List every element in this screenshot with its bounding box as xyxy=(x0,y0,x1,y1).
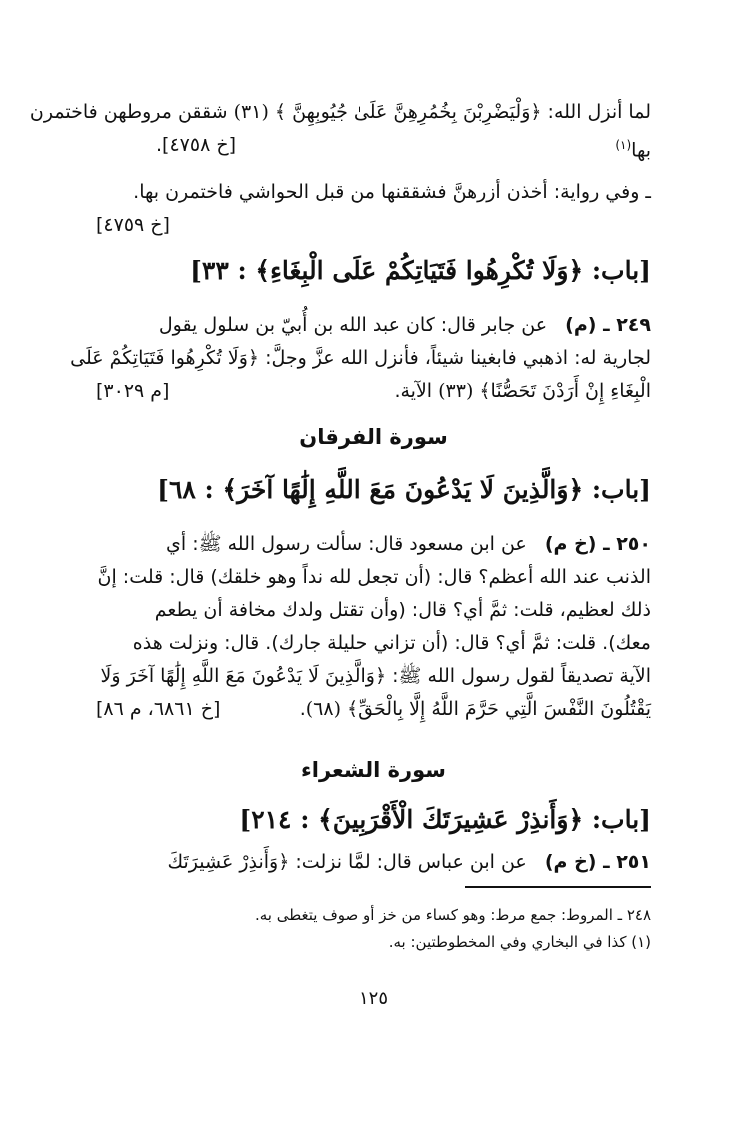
hadith-text: عن ابن مسعود قال: سألت رسول الله ﷺ: أي xyxy=(166,533,527,555)
quran-verse: ﴿وَلَا تُكْرِهُوا فَتَيَاتِكُمْ عَلَى xyxy=(70,347,260,369)
hadith-249-line-3 xyxy=(96,375,651,408)
page-number: ١٢٥ xyxy=(358,988,388,1009)
intro-text: بها xyxy=(631,139,651,162)
hadith-text: عن ابن عباس قال: لمَّا نزلت: xyxy=(289,851,527,873)
footnotes xyxy=(96,902,651,956)
hadith-reference: [خ ٤٧٥٩] xyxy=(96,214,170,236)
hadith-reference: [خ ٦٨٦١، م ٨٦] xyxy=(96,698,221,720)
quran-verse: ﴿وَلْيَضْرِبْنَ بِخُمُرِهِنَّ عَلَىٰ جُيُوبِهِنَّ ﴾ (٣١) xyxy=(233,101,542,123)
hadith-text: الآية. xyxy=(394,380,439,402)
hadith-number: ٢٤٩ ـ (م) xyxy=(565,314,651,336)
hadith-reference: [م ٣٠٢٩] xyxy=(96,380,170,402)
quran-verse: ﴿وَأَنذِرْ عَشِيرَتَكَ الْأَقْرَبِينَ﴾ xyxy=(318,805,584,834)
hadith-249-line-2 xyxy=(70,342,651,375)
surah-title-shuara: سورة الشعراء xyxy=(301,758,446,782)
hadith-249-line-1 xyxy=(96,309,651,342)
quran-verse: الْبِغَاءِ إِنْ أَرَدْنَ تَحَصُّنًا﴾ (٣٣) xyxy=(438,380,651,402)
hadith-250-line-1 xyxy=(96,528,651,561)
riwaya-text: ـ وفي رواية: أخذن أزرهنَّ فشققنها من قبل الحواشي فاختمرن بها. xyxy=(133,181,651,203)
chapter-heading-33 xyxy=(96,256,651,285)
hadith-249 xyxy=(70,309,651,408)
verse-number: : ٣٣] xyxy=(190,256,247,285)
footnote-1: (١) كذا في البخاري وفي المخطوطتين: به. xyxy=(388,933,651,951)
footnote-marker: (١) xyxy=(615,138,632,152)
hadith-250-line-6 xyxy=(96,693,651,726)
hadith-text: الآية تصديقاً لقول رسول الله ﷺ: xyxy=(386,665,651,687)
hadith-250 xyxy=(96,528,651,726)
bab-label: [باب: xyxy=(591,256,651,285)
hadith-251-line-1 xyxy=(96,846,651,879)
hadith-251 xyxy=(96,846,651,879)
quran-verse: ﴿وَالَّذِينَ لَا يَدْعُونَ مَعَ اللَّهِ إِلَٰهًا آخَرَ وَلَا xyxy=(100,665,387,687)
quran-verse: يَقْتُلُونَ النَّفْسَ الَّتِي حَرَّمَ اللَّهُ إِلَّا بِالْحَقِّ﴾ (٦٨) xyxy=(305,698,651,720)
intro-text: شققن مروطهن فاختمرن xyxy=(29,101,234,123)
hadith-number: ٢٥٠ ـ (خ م) xyxy=(544,533,651,555)
hadith-250-line-2: الذنب عند الله أعظم؟ قال: (أن تجعل لله نداً وهو خلقك) قال: قلت: إنَّ xyxy=(97,566,651,588)
hadith-reference: [خ ٤٧٥٨]. xyxy=(156,134,236,156)
intro-paragraph xyxy=(29,96,651,167)
footnote-separator xyxy=(465,886,651,888)
hadith-250-line-3: ذلك لعظيم، قلت: ثمَّ أي؟ قال: (وأن تقتل ولدك مخافة أن يطعم xyxy=(154,599,651,621)
chapter-heading-214 xyxy=(96,805,651,834)
intro-line-2 xyxy=(96,129,651,167)
chapter-heading-68 xyxy=(96,475,651,504)
hadith-250-line-4: معك). قلت: ثمَّ أي؟ قال: (أن تزاني حليلة جارك). قال: ونزلت هذه xyxy=(132,632,651,654)
riwaya-paragraph xyxy=(96,176,651,242)
footnote-248: ٢٤٨ ـ المروط: جمع مرط: وهو كساء من خز أو صوف يتغطى به. xyxy=(254,906,651,924)
hadith-number: ٢٥١ ـ (خ م) xyxy=(544,851,651,873)
hadith-250-line-5 xyxy=(96,660,651,693)
surah-title-furqan: سورة الفرقان xyxy=(299,425,448,449)
hadith-text: . xyxy=(299,698,306,720)
intro-text: لما أنزل الله: xyxy=(541,101,651,123)
intro-line-1 xyxy=(29,96,651,129)
quran-verse: ﴿وَالَّذِينَ لَا يَدْعُونَ مَعَ اللَّهِ إِلَٰهًا آخَرَ﴾ xyxy=(222,475,584,504)
hadith-text: لجارية له: اذهبي فابغينا شيئاً، فأنزل الله عزَّ وجلَّ: xyxy=(259,347,651,369)
verse-number: : ٦٨] xyxy=(157,475,214,504)
quran-verse: ﴿وَلَا تُكْرِهُوا فَتَيَاتِكُمْ عَلَى الْبِغَاءِ﴾ xyxy=(255,256,584,285)
bab-label: [باب: xyxy=(591,475,651,504)
quran-verse: ﴿وَأَنذِرْ عَشِيرَتَكَ xyxy=(167,851,290,873)
hadith-text: عن جابر قال: كان عبد الله بن أُبيّ بن سلول يقول xyxy=(158,314,548,336)
bab-label: [باب: xyxy=(591,805,651,834)
verse-number: : ٢١٤] xyxy=(239,805,310,834)
